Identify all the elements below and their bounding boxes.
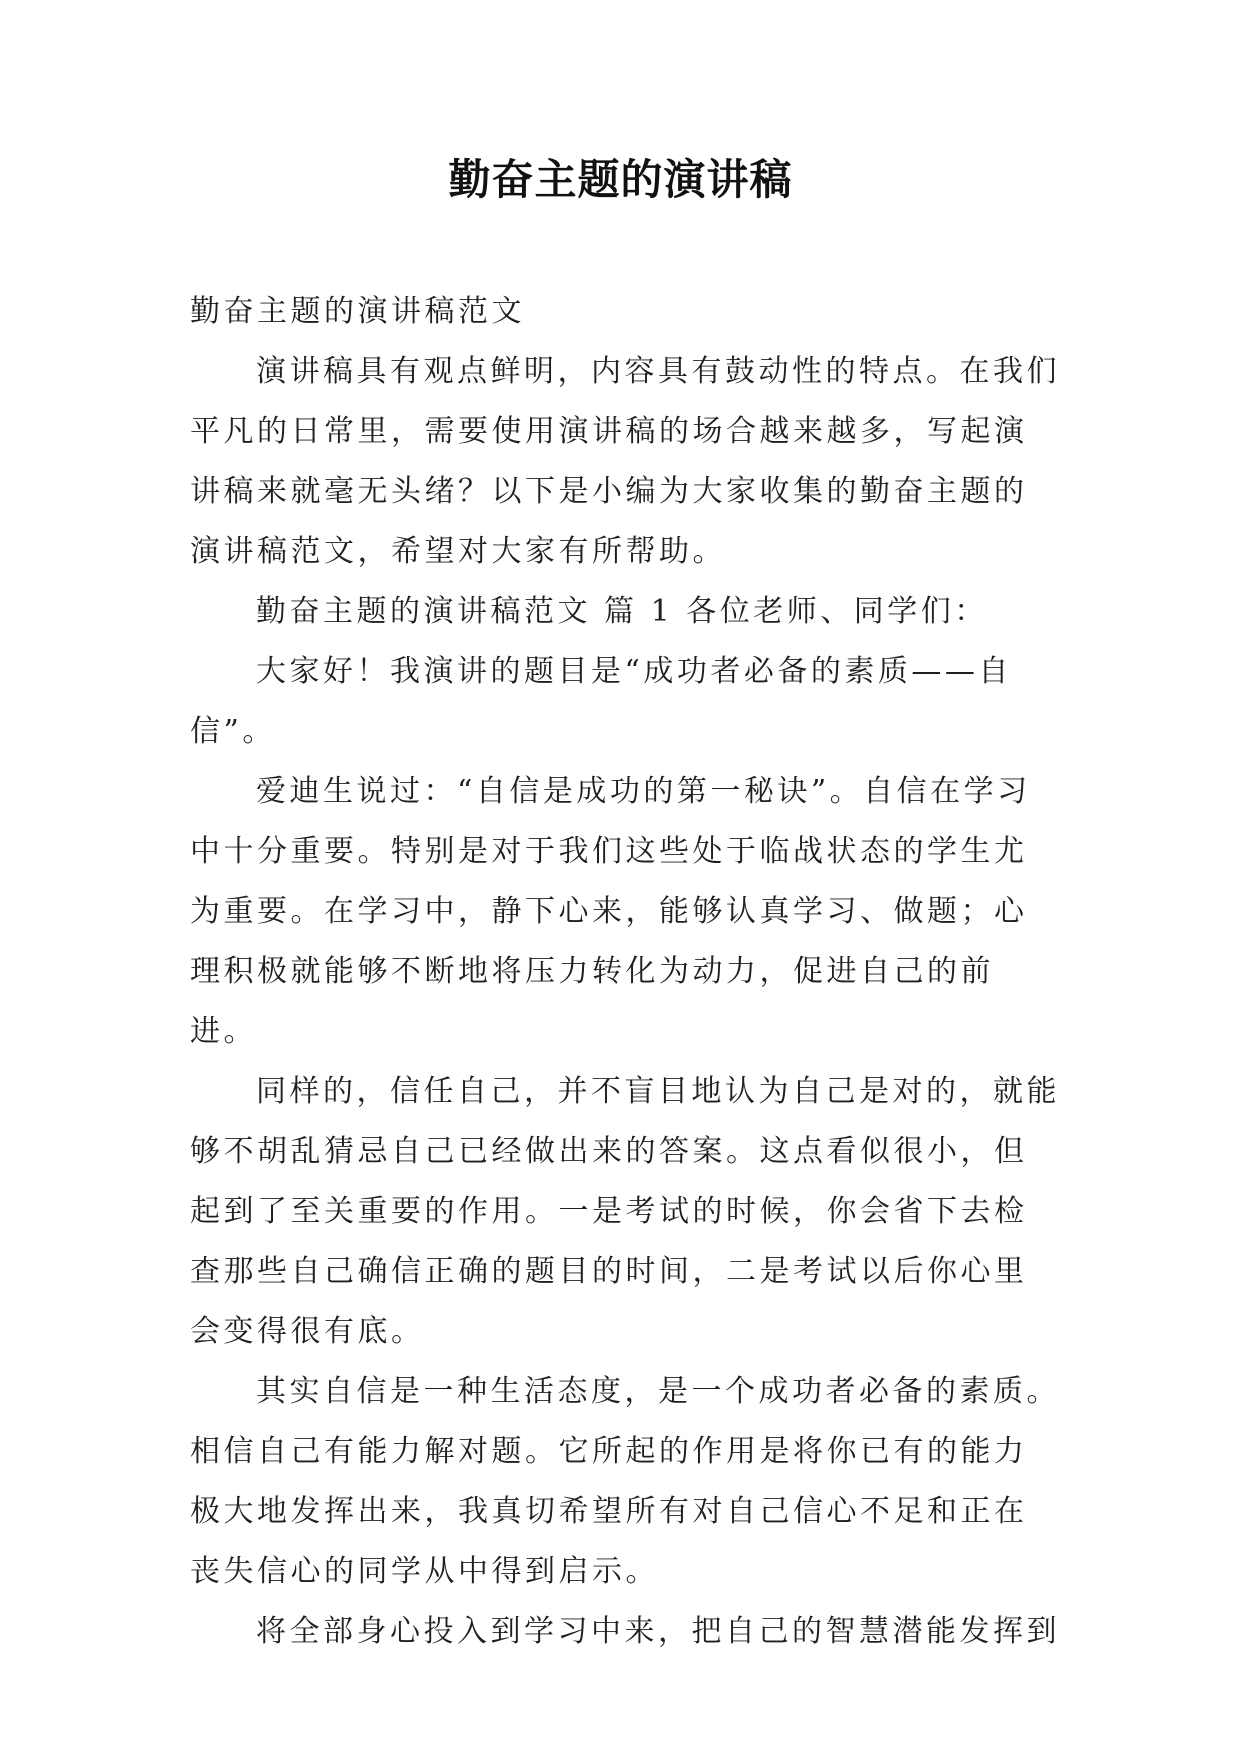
intro-paragraph: 演讲稿具有观点鲜明，内容具有鼓动性的特点。在我们平凡的日常里，需要使用演讲稿的场合越来越多，写起演讲稿来就毫无头绪？以下是小编为大家收集的勤奋主题的演讲稿范文，希望对大家有所帮助。: [190, 354, 1060, 569]
body-paragraph: 爱迪生说过：“自信是成功的第一秘诀”。自信在学习中十分重要。特别是对于我们这些处于临战状态的学生尤为重要。在学习中，静下心来，能够认真学习、做题；心理积极就能够不断地将压力转化为动力，促进自己的前进。: [190, 774, 1031, 1049]
document-body: [190, 282, 1060, 1662]
body-paragraph: 其实自信是一种生活态度，是一个成功者必备的素质。相信自己有能力解对题。它所起的作用是将你已有的能力极大地发挥出来，我真切希望所有对自己信心不足和正在丧失信心的同学从中得到启示。: [190, 1374, 1060, 1589]
body-paragraph: 同样的，信任自己，并不盲目地认为自己是对的，就能够不胡乱猜忌自己已经做出来的答案。这点看似很小，但起到了至关重要的作用。一是考试的时候，你会省下去检查那些自己确信正确的题目的时间，二是考试以后你心里会变得很有底。: [190, 1074, 1060, 1349]
greeting-paragraph: 大家好！我演讲的题目是“成功者必备的素质——自信”。: [190, 654, 1012, 749]
subtitle-paragraph: 勤奋主题的演讲稿范文: [190, 294, 525, 329]
section-heading-paragraph: 勤奋主题的演讲稿范文 篇 1 各位老师、同学们：: [256, 594, 988, 629]
document-title: 勤奋主题的演讲稿: [448, 155, 793, 204]
body-paragraph: 将全部身心投入到学习中来，把自己的智慧潜能发挥到: [256, 1614, 1060, 1649]
